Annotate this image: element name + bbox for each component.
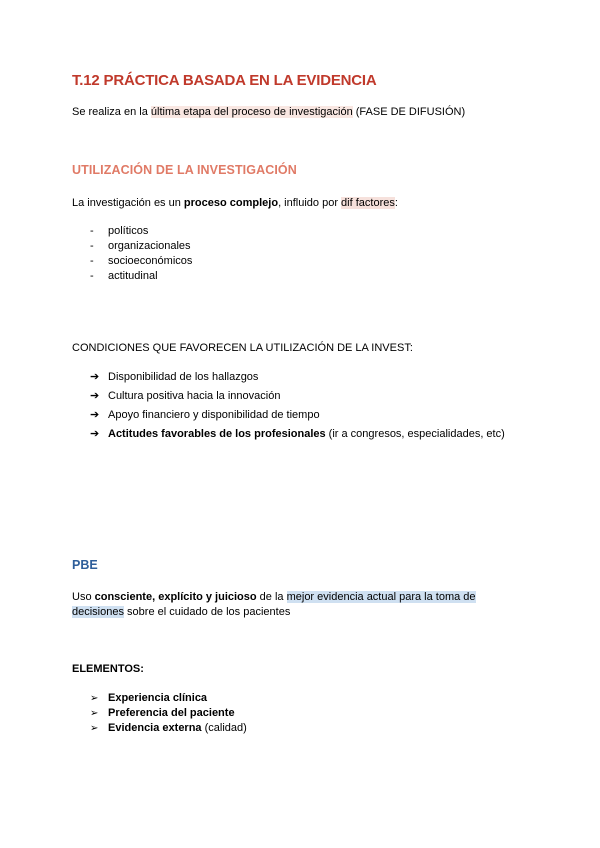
list-item	[72, 387, 505, 406]
dash-marker: -	[90, 255, 94, 267]
pbe-text-2: de la	[256, 591, 287, 603]
utilizacion-highlight: dif factores	[341, 197, 395, 209]
list-item	[72, 406, 505, 425]
arrow-icon: ➔	[90, 390, 100, 402]
pbe-bold: consciente, explícito y juicioso	[94, 591, 257, 603]
list-item-bold: Experiencia clínica	[108, 692, 208, 704]
pbe-highlight-2: decisiones	[72, 606, 124, 618]
pbe-line-2	[72, 605, 290, 619]
list-item-label: Disponibilidad de los hallazgos	[108, 371, 259, 383]
list-item-label: actitudinal	[108, 270, 158, 282]
elements-heading: ELEMENTOS:	[72, 663, 144, 675]
list-item	[72, 691, 247, 706]
utilizacion-text-2: , influido por	[278, 197, 342, 209]
list-item-label: (calidad)	[201, 722, 247, 734]
list-item	[72, 269, 192, 284]
list-item	[72, 721, 247, 736]
list-item-label: (ir a congresos, especialidades, etc)	[325, 428, 505, 440]
intro-text-1: Se realiza en la	[72, 106, 151, 118]
dash-marker: -	[90, 225, 94, 237]
list-item	[72, 425, 505, 444]
list-item	[72, 368, 505, 387]
arrow-icon: ➔	[90, 371, 100, 383]
arrow-icon: ➔	[90, 428, 100, 440]
triangle-arrow-icon: ➢	[90, 693, 99, 704]
utilizacion-text-1: La investigación es un	[72, 197, 184, 209]
list-item-label: Apoyo financiero y disponibilidad de tiempo	[108, 409, 320, 421]
conditions-list	[72, 368, 505, 444]
triangle-arrow-icon: ➢	[90, 708, 99, 719]
list-item	[72, 254, 192, 269]
pbe-text-3: sobre el cuidado de los pacientes	[123, 606, 291, 618]
section-heading-utilizacion: UTILIZACIÓN DE LA INVESTIGACIÓN	[72, 163, 297, 177]
pbe-line-1	[72, 590, 476, 604]
utilizacion-bold: proceso complejo	[183, 197, 279, 209]
list-item	[72, 239, 192, 254]
intro-highlight: última etapa del proceso de investigación	[150, 106, 353, 118]
list-item-bold: Preferencia del paciente	[108, 707, 235, 719]
section-heading-pbe: PBE	[72, 558, 98, 572]
utilizacion-paragraph	[72, 196, 398, 210]
intro-text-2: (FASE DE DIFUSIÓN)	[352, 106, 466, 118]
list-item-label: socioeconómicos	[108, 255, 193, 267]
dash-marker: -	[90, 270, 94, 282]
triangle-arrow-icon: ➢	[90, 723, 99, 734]
list-item-bold: Actitudes favorables de los profesionales	[108, 428, 326, 440]
intro-paragraph	[72, 105, 465, 119]
utilizacion-text-3: :	[394, 197, 398, 209]
list-item	[72, 224, 192, 239]
list-item	[72, 706, 247, 721]
conditions-heading: CONDICIONES QUE FAVORECEN LA UTILIZACIÓN DE LA INVEST:	[72, 342, 413, 354]
pbe-text-1: Uso	[72, 591, 95, 603]
list-item-label: organizacionales	[108, 240, 191, 252]
arrow-icon: ➔	[90, 409, 100, 421]
elements-list	[72, 691, 247, 736]
list-item-bold: Evidencia externa	[108, 722, 202, 734]
pbe-highlight-1: mejor evidencia actual para la toma de	[286, 591, 476, 603]
page-title: T.12 PRÁCTICA BASADA EN LA EVIDENCIA	[72, 72, 377, 89]
factors-list	[72, 224, 192, 284]
list-item-label: Cultura positiva hacia la innovación	[108, 390, 281, 402]
list-item-label: políticos	[108, 225, 149, 237]
dash-marker: -	[90, 240, 94, 252]
